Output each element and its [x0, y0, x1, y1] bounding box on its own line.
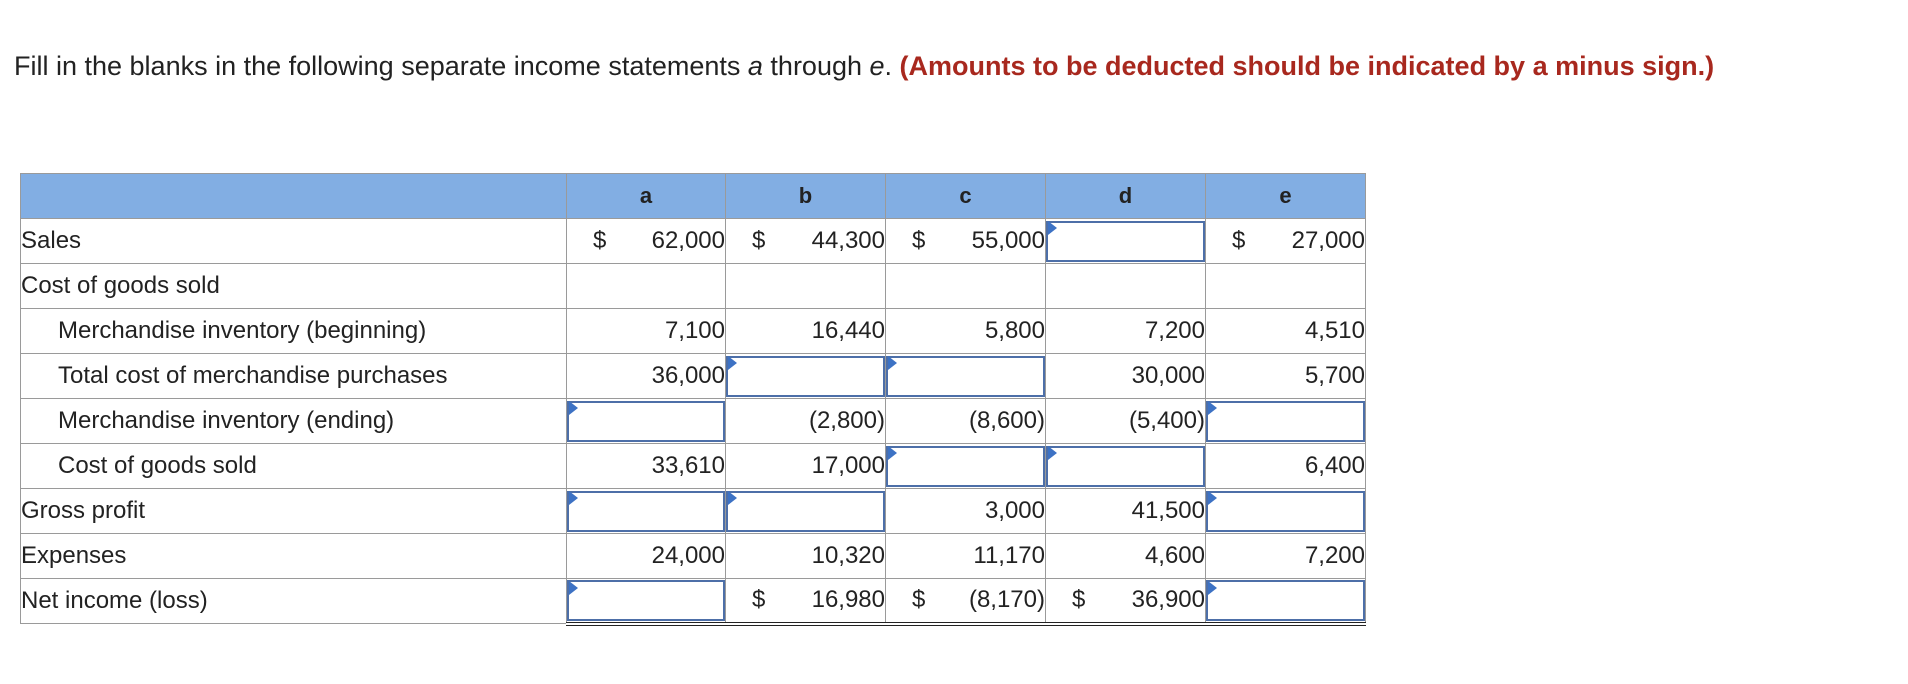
- dollar-sign: $: [912, 586, 926, 614]
- cell-inventory-beginning-c: 5,800: [886, 309, 1046, 354]
- cell-expenses-d: 4,600: [1046, 534, 1206, 579]
- cell-total-purchases-d: 30,000: [1046, 354, 1206, 399]
- row-label: Sales: [21, 219, 567, 264]
- instructions-text-1: Fill in the blanks in the following separate income statements: [14, 51, 748, 81]
- row-total-purchases: [21, 354, 1366, 399]
- flag-icon: [569, 401, 578, 415]
- cell-empty: [886, 264, 1046, 309]
- cell-inventory-ending-c: (8,600): [886, 399, 1046, 444]
- cell-inventory-ending-e: [1206, 399, 1366, 444]
- header-label-cell: [21, 174, 567, 219]
- instructions-italic-a: a: [747, 51, 763, 81]
- flag-icon: [888, 356, 897, 370]
- input-inventory-ending-e[interactable]: [1206, 401, 1365, 442]
- row-label: Gross profit: [21, 489, 567, 534]
- cell-value: 44,300: [811, 227, 885, 254]
- row-cogs: [21, 444, 1366, 489]
- flag-icon: [1208, 401, 1217, 415]
- instructions: [14, 48, 1894, 85]
- cell-empty: [1206, 264, 1366, 309]
- flag-icon: [1048, 446, 1057, 460]
- cell-inventory-ending-b: (2,800): [726, 399, 886, 444]
- row-label: Cost of goods sold: [21, 444, 567, 489]
- header-col-d: d: [1046, 174, 1206, 219]
- input-cogs-d[interactable]: [1046, 446, 1205, 487]
- flag-icon: [569, 491, 578, 505]
- cell-gross-profit-a: [567, 489, 726, 534]
- cell-cogs-a: 33,610: [567, 444, 726, 489]
- cell-net-income-d: [1046, 579, 1206, 624]
- cell-value: 36,900: [1131, 586, 1205, 614]
- row-inventory-ending: [21, 399, 1366, 444]
- row-net-income: [21, 579, 1366, 624]
- cell-inventory-ending-a: [567, 399, 726, 444]
- cell-net-income-a: [567, 579, 726, 624]
- header-col-b: b: [726, 174, 886, 219]
- dollar-sign: $: [752, 227, 766, 254]
- header-col-c: c: [886, 174, 1046, 219]
- cell-expenses-b: 10,320: [726, 534, 886, 579]
- row-label: Net income (loss): [21, 579, 567, 624]
- income-statements-table: [20, 173, 1366, 626]
- instructions-italic-e: e: [869, 51, 885, 81]
- flag-icon: [1208, 491, 1217, 505]
- cell-sales-d: [1046, 219, 1206, 264]
- input-total-purchases-b[interactable]: [726, 356, 885, 397]
- input-cogs-c[interactable]: [886, 446, 1045, 487]
- cell-empty: [726, 264, 886, 309]
- cell-expenses-a: 24,000: [567, 534, 726, 579]
- cell-value: 27,000: [1291, 227, 1365, 254]
- cell-expenses-c: 11,170: [886, 534, 1046, 579]
- row-inventory-beginning: [21, 309, 1366, 354]
- flag-icon: [569, 581, 578, 595]
- instructions-text-3: .: [884, 51, 900, 81]
- flag-icon: [728, 356, 737, 370]
- flag-icon: [1048, 221, 1057, 235]
- cell-gross-profit-b: [726, 489, 886, 534]
- cell-value: (8,170): [968, 586, 1045, 614]
- row-label: Total cost of merchandise purchases: [21, 354, 567, 399]
- dollar-sign: $: [912, 227, 926, 254]
- dollar-sign: $: [593, 227, 607, 254]
- cell-inventory-beginning-b: 16,440: [726, 309, 886, 354]
- header-col-e: e: [1206, 174, 1366, 219]
- cell-net-income-c: [886, 579, 1046, 624]
- header-row: [21, 174, 1366, 219]
- cell-cogs-c: [886, 444, 1046, 489]
- cell-sales-b: [726, 219, 886, 264]
- cell-total-purchases-a: 36,000: [567, 354, 726, 399]
- cell-inventory-beginning-d: 7,200: [1046, 309, 1206, 354]
- cell-gross-profit-e: [1206, 489, 1366, 534]
- input-net-income-a[interactable]: [567, 580, 725, 621]
- cell-sales-a: [567, 219, 726, 264]
- dollar-sign: $: [1232, 227, 1246, 254]
- cell-expenses-e: 7,200: [1206, 534, 1366, 579]
- cell-cogs-e: 6,400: [1206, 444, 1366, 489]
- input-inventory-ending-a[interactable]: [567, 401, 725, 442]
- cell-value: 62,000: [651, 227, 725, 254]
- input-net-income-e[interactable]: [1206, 580, 1365, 621]
- cell-inventory-ending-d: (5,400): [1046, 399, 1206, 444]
- cell-total-purchases-e: 5,700: [1206, 354, 1366, 399]
- flag-icon: [728, 491, 737, 505]
- cell-total-purchases-c: [886, 354, 1046, 399]
- cell-inventory-beginning-a: 7,100: [567, 309, 726, 354]
- row-expenses: [21, 534, 1366, 579]
- cell-sales-e: [1206, 219, 1366, 264]
- cell-gross-profit-d: 41,500: [1046, 489, 1206, 534]
- cell-cogs-d: [1046, 444, 1206, 489]
- input-total-purchases-c[interactable]: [886, 356, 1045, 397]
- cell-gross-profit-c: 3,000: [886, 489, 1046, 534]
- row-sales: [21, 219, 1366, 264]
- flag-icon: [888, 446, 897, 460]
- header-col-a: a: [567, 174, 726, 219]
- input-gross-profit-e[interactable]: [1206, 491, 1365, 532]
- cell-value: 16,980: [811, 586, 885, 614]
- input-sales-d[interactable]: [1046, 221, 1205, 262]
- input-gross-profit-a[interactable]: [567, 491, 725, 532]
- input-gross-profit-b[interactable]: [726, 491, 885, 532]
- dollar-sign: $: [752, 586, 766, 614]
- cell-empty: [567, 264, 726, 309]
- flag-icon: [1208, 581, 1217, 595]
- cell-value: 55,000: [971, 227, 1045, 254]
- cell-empty: [1046, 264, 1206, 309]
- cell-cogs-b: 17,000: [726, 444, 886, 489]
- row-label: Merchandise inventory (ending): [21, 399, 567, 444]
- row-gross-profit: [21, 489, 1366, 534]
- instructions-emphasis: (Amounts to be deducted should be indicated by a minus sign.): [899, 51, 1715, 81]
- row-cogs-header: [21, 264, 1366, 309]
- row-label: Expenses: [21, 534, 567, 579]
- instructions-text-2: through: [762, 51, 870, 81]
- row-label: Cost of goods sold: [21, 264, 567, 309]
- cell-total-purchases-b: [726, 354, 886, 399]
- cell-net-income-b: [726, 579, 886, 624]
- row-label: Merchandise inventory (beginning): [21, 309, 567, 354]
- cell-sales-c: [886, 219, 1046, 264]
- dollar-sign: $: [1072, 586, 1086, 614]
- cell-inventory-beginning-e: 4,510: [1206, 309, 1366, 354]
- cell-net-income-e: [1206, 579, 1366, 624]
